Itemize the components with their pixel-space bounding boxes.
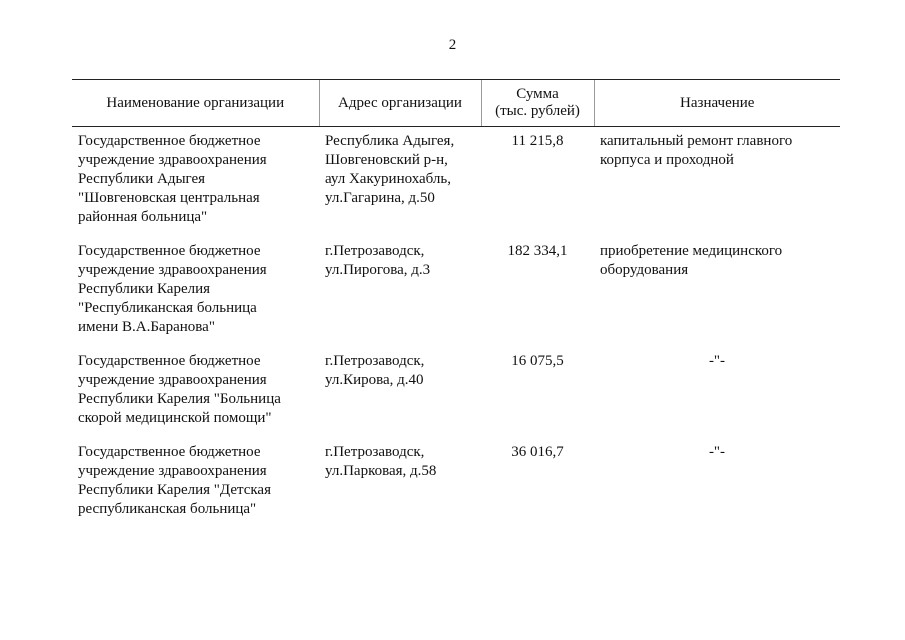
sum-cell: 36 016,7: [511, 444, 564, 460]
organization-address-cell: г.Петрозаводск, ул.Пирогова, д.3: [325, 243, 431, 278]
table-header-row: [72, 80, 840, 127]
organization-name-cell: Государственное бюджетное учреждение здравоохранения Республики Карелия "Больница скорой медицинской помощи": [78, 353, 281, 426]
organization-name-cell: Государственное бюджетное учреждение здравоохранения Республики Карелия "Республиканская больница имени В.А.Баранова": [78, 243, 267, 335]
table-row: [72, 443, 840, 534]
purpose-cell: приобретение медицинского оборудования: [600, 243, 783, 278]
organization-address-cell: Республика Адыгея, Шовгеновский р-н, аул Хакуринохабль, ул.Гагарина, д.50: [325, 133, 455, 206]
header-sum: Сумма (тыс. рублей): [481, 80, 594, 127]
header-organization-address: Адрес организации: [319, 80, 481, 127]
page-number: 2: [448, 37, 457, 53]
table-row: [72, 127, 840, 243]
table-body: [72, 127, 840, 535]
organization-name-cell: Государственное бюджетное учреждение здравоохранения Республики Адыгея "Шовгеновская центральная районная больница": [78, 133, 267, 225]
organization-address-cell: г.Петрозаводск, ул.Парковая, д.58: [325, 444, 437, 479]
purpose-cell-ditto: -"-: [708, 353, 726, 369]
table-row: [72, 242, 840, 352]
organization-name-cell: Государственное бюджетное учреждение здравоохранения Республики Карелия "Детская республиканская больница": [78, 444, 271, 517]
organization-address-cell: г.Петрозаводск, ул.Кирова, д.40: [325, 353, 425, 388]
table-header: [72, 80, 840, 127]
purpose-cell-ditto: -"-: [708, 444, 726, 460]
sum-cell: 182 334,1: [507, 243, 568, 259]
table-row: [72, 352, 840, 443]
header-organization-name: Наименование организации: [72, 80, 319, 127]
organizations-table: [72, 79, 840, 534]
header-purpose: Назначение: [594, 80, 840, 127]
purpose-cell: капитальный ремонт главного корпуса и проходной: [600, 133, 793, 168]
sum-cell: 11 215,8: [511, 133, 564, 149]
sum-cell: 16 075,5: [511, 353, 564, 369]
